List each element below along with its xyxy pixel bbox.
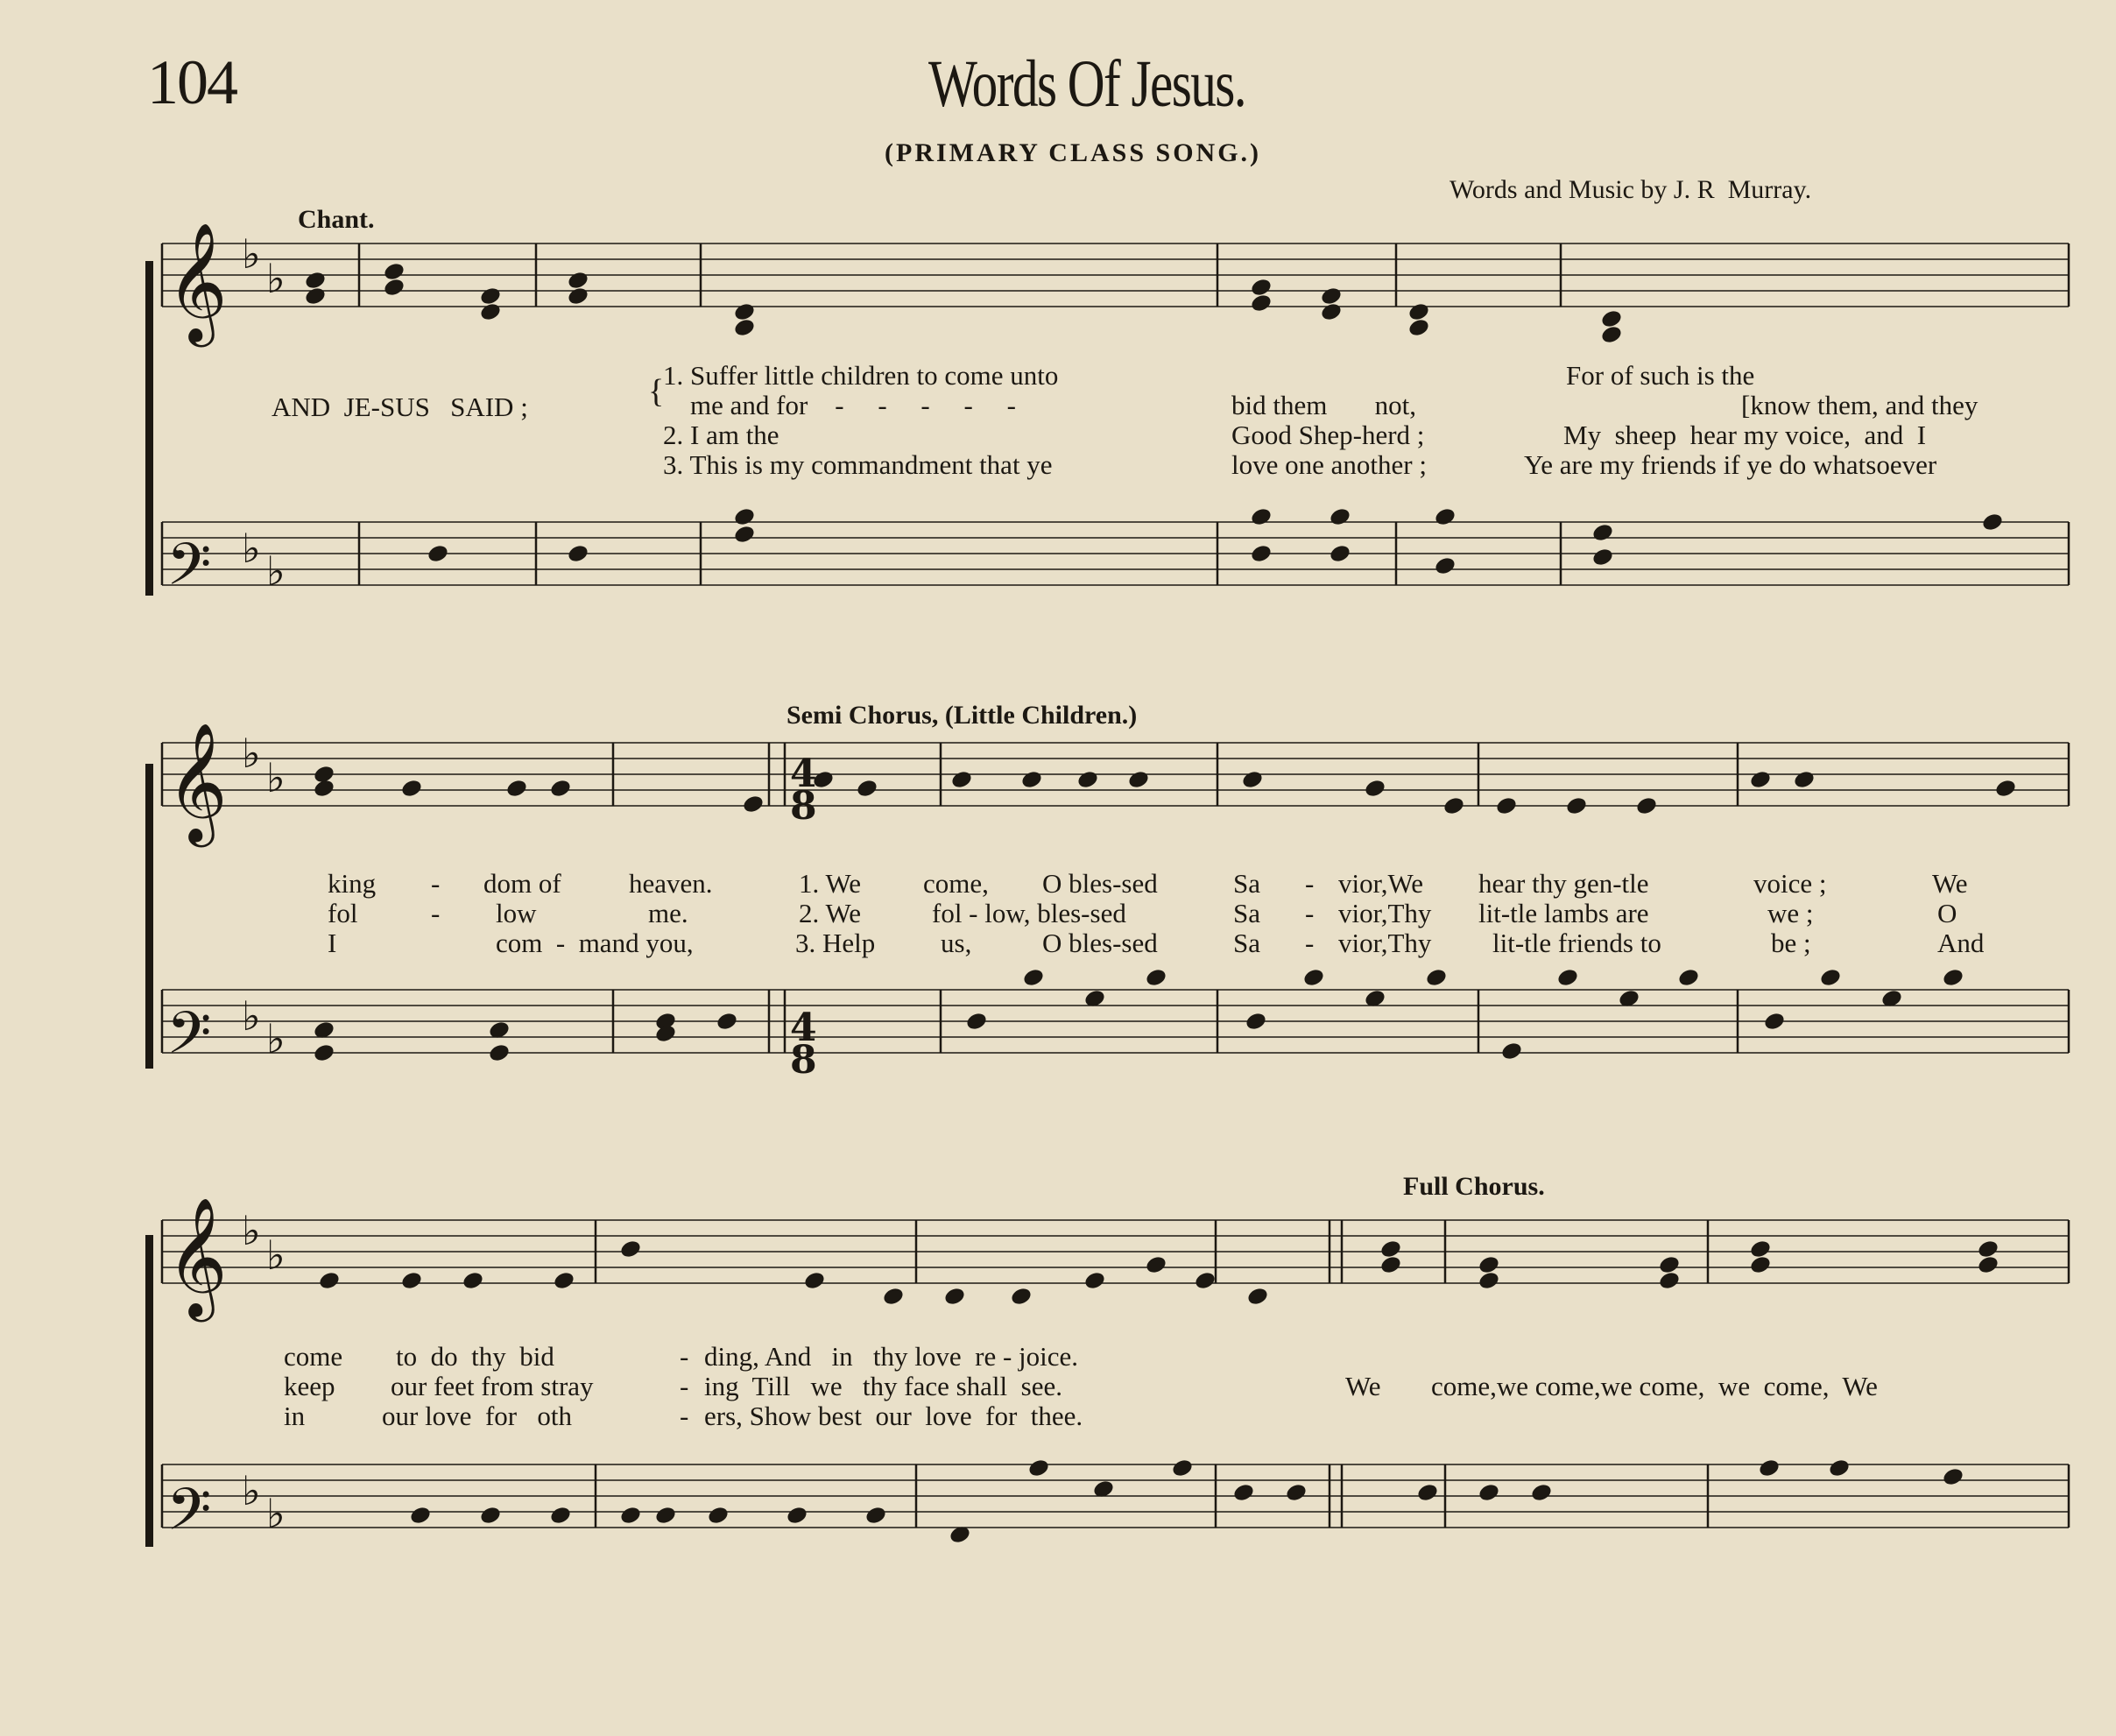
notehead	[1285, 1482, 1308, 1503]
treble-clef: 𝄞	[166, 1196, 228, 1316]
notehead	[400, 1270, 424, 1291]
lyric: And	[1937, 928, 1985, 958]
notehead	[1478, 1482, 1501, 1503]
lyric: our love for oth	[382, 1401, 572, 1431]
notehead	[479, 301, 503, 322]
notehead	[1407, 301, 1431, 322]
notehead	[304, 286, 328, 307]
notehead	[427, 543, 450, 564]
notehead	[1600, 324, 1624, 345]
notehead	[1083, 1270, 1107, 1291]
notehead	[1022, 967, 1046, 988]
lyric: lit-tle friends to	[1492, 928, 1661, 958]
notehead	[567, 270, 590, 291]
lyric: ers, Show best our love for thee.	[704, 1401, 1083, 1431]
notehead	[1434, 555, 1457, 576]
lyric: -	[1305, 928, 1315, 958]
lyric: vior,We	[1338, 868, 1423, 899]
lyric: our feet from stray	[391, 1371, 594, 1401]
staff-lines	[162, 243, 2069, 1528]
lyric: Sa	[1233, 898, 1260, 928]
notehead	[505, 778, 529, 799]
notehead	[1500, 1041, 1524, 1062]
notehead	[1442, 795, 1466, 816]
lyric: O bles-sed	[1042, 868, 1158, 899]
lyric: Sa	[1233, 928, 1260, 958]
flat-sign: ♭	[266, 547, 286, 595]
notehead	[1320, 301, 1344, 322]
lyric-line: Good Shep-herd ;	[1231, 420, 1425, 450]
notehead	[1302, 967, 1326, 988]
treble-clef: 𝄞	[166, 221, 228, 342]
notehead	[1379, 1254, 1403, 1275]
lyric: -	[1305, 868, 1315, 899]
lyric: come,	[923, 868, 989, 899]
lyric-line: 3. This is my commandment that ye	[663, 449, 1053, 480]
notehead	[786, 1505, 809, 1526]
notehead	[1591, 547, 1615, 568]
lyric: -	[431, 868, 441, 899]
notehead	[567, 286, 590, 307]
page-number: 104	[147, 47, 236, 117]
lyric: -	[680, 1401, 689, 1431]
notehead	[1416, 1482, 1440, 1503]
lyric-line: [know them, and they	[1741, 390, 1978, 420]
notehead	[1379, 1238, 1403, 1260]
clefs	[166, 221, 228, 1557]
notehead	[1758, 1457, 1781, 1478]
notehead	[1478, 1270, 1501, 1291]
notehead	[479, 1505, 503, 1526]
notehead	[1010, 1286, 1033, 1307]
section-label-full-chorus: Full Chorus.	[1403, 1172, 1545, 1201]
verse-brace: {	[648, 373, 665, 410]
lyric-line: My sheep hear my voice, and I	[1563, 420, 1927, 450]
notehead	[733, 301, 757, 322]
notehead	[409, 1505, 433, 1526]
author-credit: Words and Music by J. R Murray.	[1449, 175, 1812, 204]
lyric: be ;	[1771, 928, 1811, 958]
lyric: ing Till we thy face shall see.	[704, 1371, 1062, 1401]
lyric: fol	[328, 898, 358, 928]
lyric: 1. We	[799, 868, 861, 899]
lyric-line: bid them not,	[1231, 390, 1416, 420]
notehead	[1763, 1011, 1787, 1032]
notehead	[707, 1505, 730, 1526]
notehead	[943, 1286, 967, 1307]
noteheads	[304, 261, 2018, 1545]
lyric: we ;	[1767, 898, 1814, 928]
notehead	[462, 1270, 485, 1291]
lyric: fol - low, bles-sed	[932, 898, 1126, 928]
notehead	[1977, 1254, 2000, 1275]
flat-sign: ♭	[242, 730, 261, 777]
key-signature-flats	[242, 230, 286, 1537]
flat-sign: ♭	[266, 255, 286, 302]
notehead	[488, 1042, 511, 1063]
notehead	[803, 1270, 827, 1291]
notehead	[1749, 1254, 1773, 1275]
notehead	[1749, 1238, 1773, 1260]
notehead	[1250, 293, 1273, 314]
treble-clef: 𝄞	[166, 721, 228, 842]
lyric: to do thy bid	[396, 1341, 554, 1372]
flat-sign: ♭	[242, 992, 261, 1040]
lyric-line: For of such is the	[1566, 360, 1755, 391]
flat-sign: ♭	[242, 1207, 261, 1254]
notehead	[1981, 512, 2005, 533]
notehead	[1232, 1482, 1256, 1503]
lyric: king	[328, 868, 377, 899]
lyric-line: 1. Suffer little children to come unto	[663, 360, 1059, 391]
time-signature-bottom: 8	[790, 784, 817, 829]
notehead	[733, 506, 757, 527]
notehead	[1171, 1457, 1195, 1478]
notehead	[1600, 308, 1624, 329]
notehead	[479, 286, 503, 307]
notehead	[313, 778, 336, 799]
flat-sign: ♭	[266, 1490, 286, 1537]
lyric: -	[1305, 898, 1315, 928]
lyric-line: Ye are my friends if ye do whatsoever	[1524, 449, 1937, 480]
notehead	[1194, 1270, 1217, 1291]
notehead	[733, 317, 757, 338]
section-label-semi-chorus: Semi Chorus, (Little Children.)	[786, 701, 1138, 730]
notehead	[304, 270, 328, 291]
flat-sign: ♭	[266, 1231, 286, 1279]
notehead	[1749, 769, 1773, 790]
notehead	[549, 1505, 573, 1526]
notehead	[1556, 967, 1580, 988]
lyric: Sa	[1233, 868, 1260, 899]
bass-clef: 𝄢	[166, 1476, 212, 1557]
notehead	[1658, 1270, 1682, 1291]
notehead	[1250, 506, 1273, 527]
bass-clef: 𝄢	[166, 999, 212, 1081]
notehead	[1565, 795, 1589, 816]
lyric: We	[1932, 868, 1968, 899]
notehead	[1145, 1254, 1168, 1275]
notehead	[1241, 769, 1265, 790]
flat-sign: ♭	[242, 525, 261, 572]
lyric: low	[496, 898, 537, 928]
notehead	[1591, 522, 1615, 543]
notehead	[553, 1270, 576, 1291]
lyric: 2. We	[799, 898, 861, 928]
notehead	[1250, 543, 1273, 564]
notehead	[1364, 778, 1387, 799]
notehead	[1245, 1011, 1268, 1032]
lyric: com - mand you,	[496, 928, 694, 958]
notehead	[1425, 967, 1449, 988]
lyric: -	[680, 1371, 689, 1401]
lyric: -	[680, 1341, 689, 1372]
notehead	[742, 794, 765, 815]
lyric: dom of	[483, 868, 561, 899]
notehead	[313, 1042, 336, 1063]
flat-sign: ♭	[266, 754, 286, 801]
lyric-line: love one another ;	[1231, 449, 1427, 480]
notehead	[1677, 967, 1701, 988]
notehead	[1530, 1482, 1554, 1503]
notehead	[1320, 286, 1344, 307]
flat-sign: ♭	[242, 1467, 261, 1514]
lyric: keep	[284, 1371, 335, 1401]
notehead	[1994, 778, 2018, 799]
notehead	[1828, 1457, 1852, 1478]
time-signatures	[790, 752, 817, 1083]
lyric: voice ;	[1753, 868, 1827, 899]
notehead	[856, 778, 879, 799]
notehead	[1635, 795, 1659, 816]
lyric: ding, And in thy love re - joice.	[704, 1341, 1079, 1372]
notehead	[400, 778, 424, 799]
system-bracket	[145, 1235, 153, 1547]
lyric: -	[431, 898, 441, 928]
lyric: O	[1937, 898, 1957, 928]
lyric: hear thy gen-tle	[1478, 868, 1649, 899]
notehead	[1246, 1286, 1270, 1307]
notehead	[1250, 277, 1273, 298]
notehead	[864, 1505, 888, 1526]
section-label-chant: Chant.	[298, 205, 375, 234]
notehead	[549, 778, 573, 799]
notehead	[716, 1011, 739, 1032]
lyric: vior,Thy	[1338, 898, 1432, 928]
lyric: I	[328, 928, 337, 958]
notehead	[950, 769, 974, 790]
system-bracket	[145, 261, 153, 596]
notehead	[1434, 506, 1457, 527]
lyric-intro: AND JE-SUS SAID ;	[272, 392, 528, 422]
lyric: vior,Thy	[1338, 928, 1432, 958]
notehead	[882, 1286, 906, 1307]
notehead	[1977, 1238, 2000, 1260]
barlines	[162, 243, 2069, 1528]
notehead	[733, 524, 757, 545]
notehead	[1127, 769, 1151, 790]
notehead	[318, 1270, 342, 1291]
notehead	[1027, 1457, 1051, 1478]
notehead	[1329, 506, 1352, 527]
notehead	[1658, 1254, 1682, 1275]
notehead	[619, 1238, 643, 1260]
lyric: O bles-sed	[1042, 928, 1158, 958]
flat-sign: ♭	[242, 230, 261, 278]
notehead	[383, 261, 406, 282]
notehead	[1819, 967, 1843, 988]
notehead	[619, 1505, 643, 1526]
lyric: in	[284, 1401, 306, 1431]
flat-sign: ♭	[266, 1015, 286, 1062]
bass-clef: 𝄢	[166, 531, 212, 612]
time-signature-top: 4	[790, 752, 817, 796]
lyric: come,we come,we come, we come, We	[1431, 1371, 1878, 1401]
notehead	[1942, 967, 1965, 988]
notehead	[1478, 1254, 1501, 1275]
notehead	[1020, 769, 1044, 790]
notehead	[1793, 769, 1816, 790]
notehead	[1407, 317, 1431, 338]
lyric-line: 2. I am the	[663, 420, 779, 450]
lyric: lit-tle lambs are	[1478, 898, 1649, 928]
notehead	[654, 1505, 678, 1526]
notehead	[1076, 769, 1100, 790]
lyric: us,	[941, 928, 972, 958]
system-bracket	[145, 764, 153, 1069]
notehead	[1329, 543, 1352, 564]
lyric-line: me and for - - - - -	[690, 390, 1016, 420]
notehead	[965, 1011, 989, 1032]
time-signature-top: 4	[790, 1006, 817, 1050]
song-subtitle: (PRIMARY CLASS SONG.)	[885, 138, 1262, 167]
lyric: come	[284, 1341, 343, 1372]
lyric: We	[1345, 1371, 1381, 1401]
notehead	[567, 543, 590, 564]
time-signature-bottom: 8	[790, 1038, 817, 1083]
notehead	[1495, 795, 1519, 816]
notehead	[1145, 967, 1168, 988]
lyric: heaven.	[629, 868, 713, 899]
lyric: me.	[648, 898, 688, 928]
notehead	[1942, 1466, 1965, 1487]
lyric: 3. Help	[795, 928, 876, 958]
song-title: Words Of Jesus.	[928, 47, 1246, 121]
notehead	[383, 277, 406, 298]
